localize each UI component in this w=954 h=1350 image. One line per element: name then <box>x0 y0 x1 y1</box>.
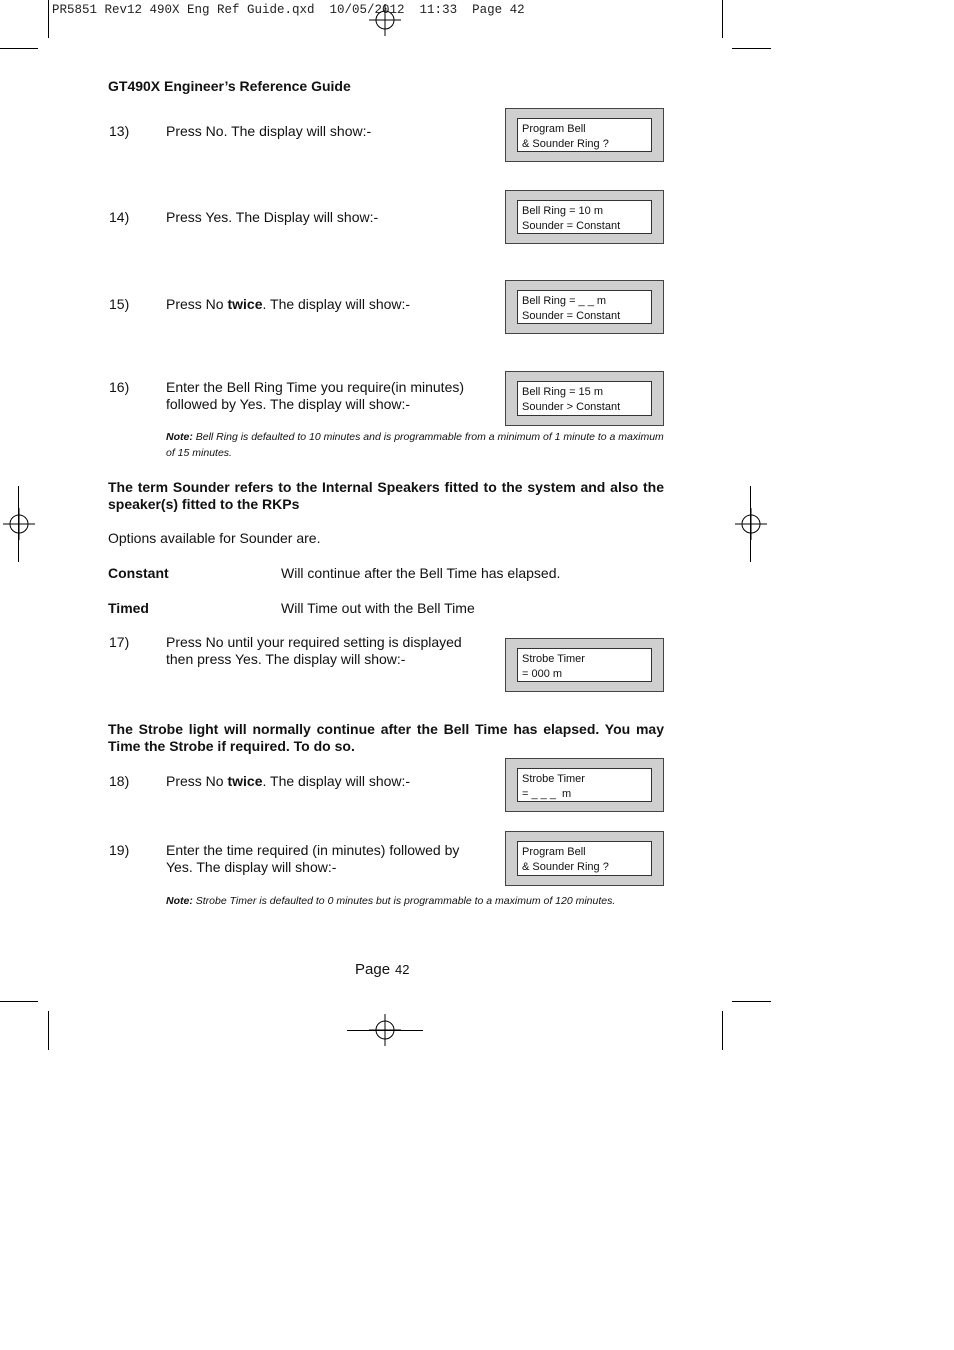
page-title: GT490X Engineer’s Reference Guide <box>108 78 351 94</box>
note <box>166 429 666 461</box>
step-number: 13) <box>109 123 130 139</box>
registration-mark-icon <box>3 508 35 540</box>
crop-mark <box>0 48 38 49</box>
lcd-line-1: Bell Ring = 10 m <box>522 205 604 217</box>
lcd-screen <box>517 841 652 876</box>
page-number-value: 42 <box>395 962 410 977</box>
print-slug: PR5851 Rev12 490X Eng Ref Guide.qxd 10/05/2012 11:33 Page 42 <box>52 3 525 17</box>
lcd-line-2: & Sounder Ring ? <box>522 138 609 150</box>
lcd-display <box>505 190 664 244</box>
lcd-display <box>505 758 664 812</box>
step-number: 16) <box>109 379 130 395</box>
crop-mark <box>732 48 771 49</box>
crop-mark <box>48 0 49 38</box>
section-heading: The Strobe light will normally continue after the Bell Time has elapsed. You may Time the Strobe if required. To do so. <box>108 721 664 754</box>
lcd-line-1: Bell Ring = 15 m <box>522 386 604 398</box>
lcd-screen <box>517 118 652 152</box>
step-text <box>166 296 486 313</box>
step-text-pre: Press No <box>166 773 228 789</box>
note-text: Bell Ring is defaulted to 10 minutes and is programmable from a minimum of 1 minute to a maximum of 15 minutes. <box>166 431 664 459</box>
step-text-emphasis: twice <box>227 773 263 789</box>
registration-mark-icon <box>369 1014 401 1046</box>
lcd-line-2: = 000 m <box>522 668 563 680</box>
lcd-line-2: Sounder = Constant <box>522 220 621 232</box>
registration-mark-icon <box>735 508 767 540</box>
lcd-screen <box>517 768 652 802</box>
step-number: 18) <box>109 773 130 789</box>
crop-mark <box>0 1001 38 1002</box>
option-description: Will continue after the Bell Time has elapsed. <box>281 565 561 581</box>
lcd-line-1: Strobe Timer <box>522 653 585 665</box>
crop-mark <box>732 1001 771 1002</box>
step-text-pre: Press No <box>166 296 228 312</box>
lcd-line-1: Strobe Timer <box>522 773 585 785</box>
step-number: 15) <box>109 296 130 312</box>
lcd-display <box>505 108 664 162</box>
step-text: Enter the Bell Ring Time you require(in minutes) followed by Yes. The display will show:- <box>166 379 465 412</box>
note-text: Strobe Timer is defaulted to 0 minutes but is programmable to a maximum of 120 minutes. <box>192 895 616 907</box>
lcd-display <box>505 831 664 886</box>
lcd-line-2: = _ _ _ m <box>522 788 572 800</box>
lcd-screen <box>517 200 652 234</box>
lcd-screen <box>517 648 652 682</box>
step-text-post: . The display will show:- <box>262 773 411 789</box>
step-text <box>166 773 486 790</box>
lcd-line-2: Sounder > Constant <box>522 401 621 413</box>
paragraph: Options available for Sounder are. <box>108 530 321 546</box>
step-text-emphasis: twice <box>227 296 263 312</box>
note-label: Note: <box>166 895 193 907</box>
option-term: Constant <box>108 565 169 581</box>
step-text: Press No. The display will show:- <box>166 123 372 139</box>
lcd-screen <box>517 290 652 324</box>
page-number <box>355 961 410 978</box>
step-text-post: . The display will show:- <box>262 296 411 312</box>
page-label: Page <box>355 961 391 978</box>
crop-mark <box>722 0 723 38</box>
step-number: 17) <box>109 634 130 650</box>
lcd-line-1: Program Bell <box>522 123 586 135</box>
crop-mark <box>48 1011 49 1050</box>
step-number: 19) <box>109 842 130 858</box>
option-term: Timed <box>108 600 149 616</box>
note-label: Note: <box>166 431 193 443</box>
option-description: Will Time out with the Bell Time <box>281 600 475 616</box>
section-heading: The term Sounder refers to the Internal Speakers fitted to the system and also the speaker(s) fitted to the RKPs <box>108 479 664 512</box>
lcd-line-1: Program Bell <box>522 846 586 858</box>
lcd-display <box>505 280 664 334</box>
lcd-line-1: Bell Ring = _ _ m <box>522 295 607 307</box>
crop-mark <box>722 1011 723 1050</box>
step-text: Enter the time required (in minutes) followed by Yes. The display will show:- <box>166 842 460 875</box>
lcd-line-2: & Sounder Ring ? <box>522 861 609 873</box>
lcd-line-2: Sounder = Constant <box>522 310 621 322</box>
step-number: 14) <box>109 209 130 225</box>
lcd-screen <box>517 381 652 416</box>
note <box>166 893 666 909</box>
registration-mark-icon <box>369 4 401 36</box>
step-text: Press No until your required setting is displayed then press Yes. The display will show:- <box>166 634 462 667</box>
lcd-display <box>505 371 664 426</box>
step-text: Press Yes. The Display will show:- <box>166 209 379 225</box>
lcd-display <box>505 638 664 692</box>
